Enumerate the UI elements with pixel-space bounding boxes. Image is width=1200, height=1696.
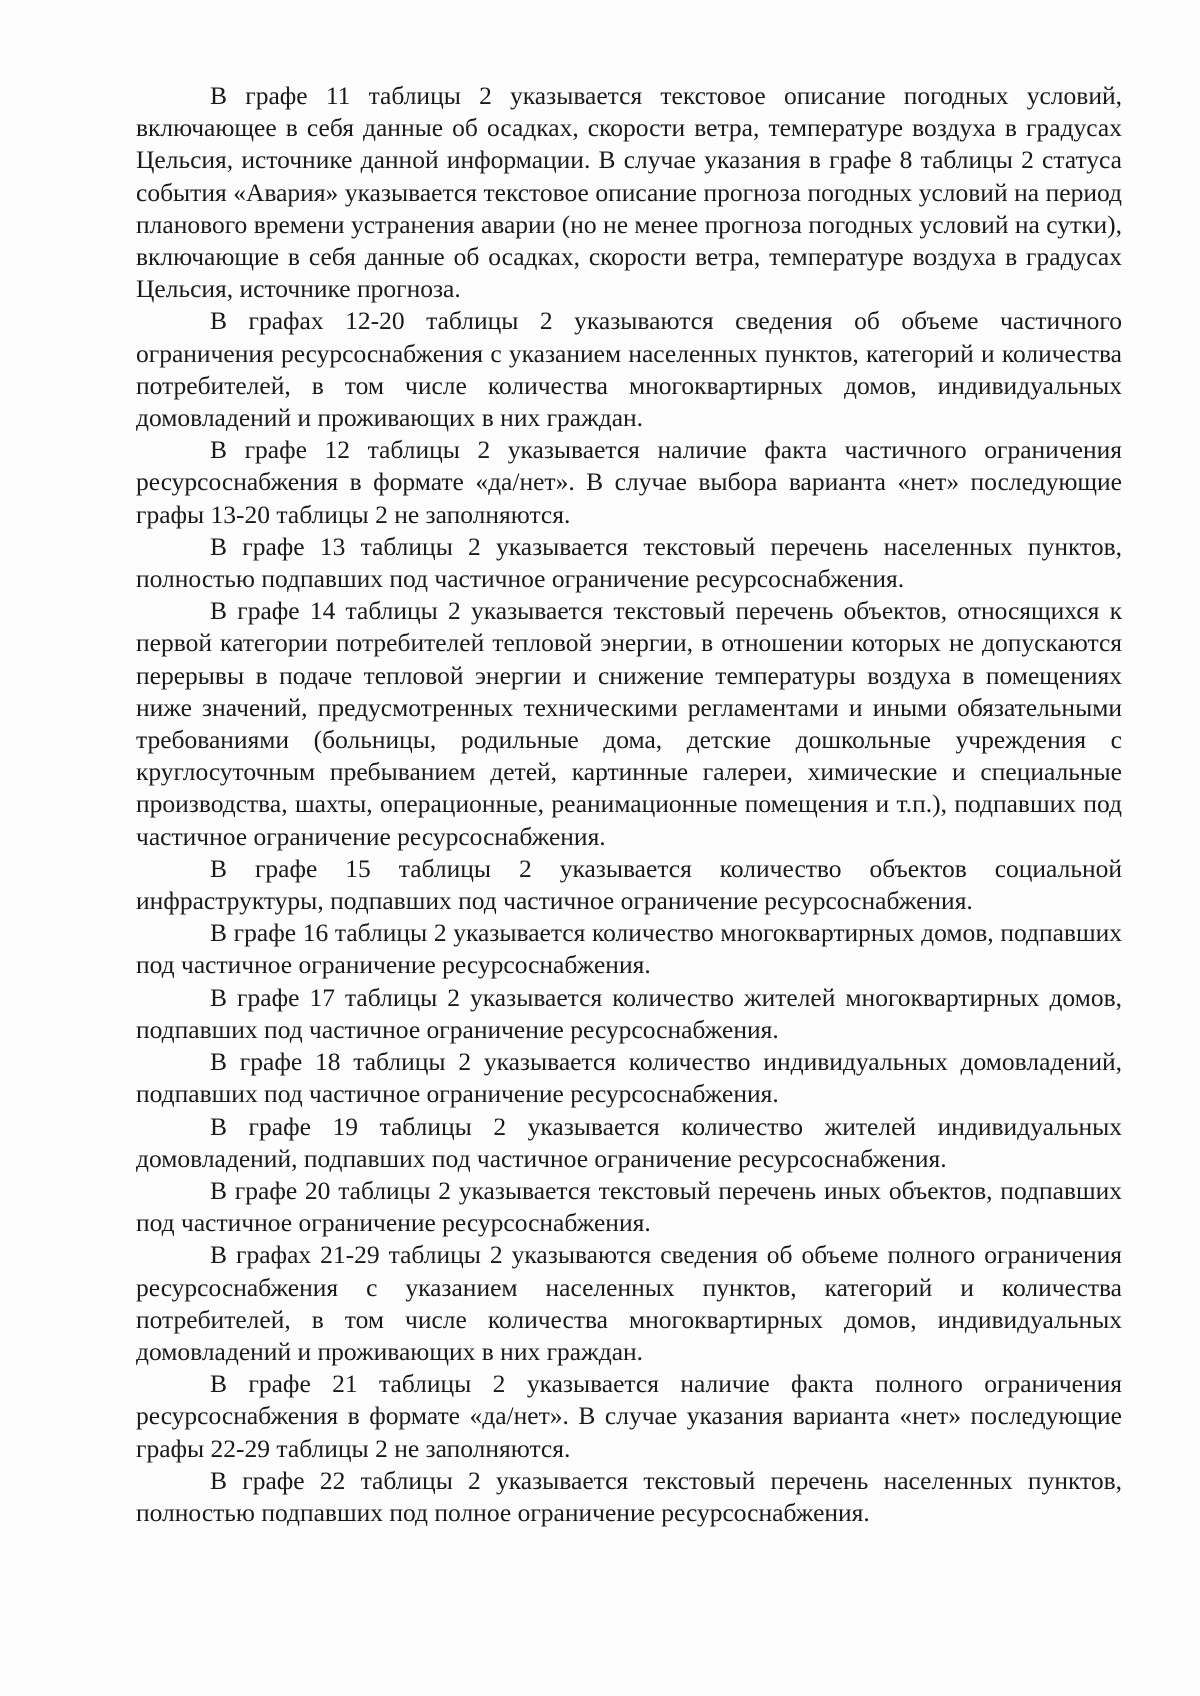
paragraph-graph-19: В графе 19 таблицы 2 указывается количество жителей индивидуальных домовладений, подпавших под частичное ограничение ресурсоснабжения. xyxy=(136,1111,1122,1173)
paragraph-graphs-12-20: В графах 12-20 таблицы 2 указываются сведения об объеме частичного ограничения ресурсоснабжения с указанием населенных пунктов, категорий и количества потребителей, в том числе количества многоквартирных домов, индивидуальных домовладений и проживающих в них граждан. xyxy=(136,306,1122,433)
document-body xyxy=(136,80,1122,1529)
paragraph-graph-11: В графе 11 таблицы 2 указывается текстовое описание погодных условий, включающее в себя данные об осадках, скорости ветра, температуре воздуха в градусах Цельсия, источнике данной информации. В случае указания в графе 8 таблицы 2 статуса события «Авария» указывается текстовое описание прогноза погодных условий на период планового времени устранения аварии (но не менее прогноза погодных условий на сутки), включающие в себя данные об осадках, скорости ветра, температуре воздуха в градусах Цельсия, источнике прогноза. xyxy=(136,81,1122,304)
paragraph-graph-16: В графе 16 таблицы 2 указывается количество многоквартирных домов, подпавших под частичное ограничение ресурсоснабжения. xyxy=(136,918,1122,980)
paragraph-graph-12: В графе 12 таблицы 2 указывается наличие факта частичного ограничения ресурсоснабжения в формате «да/нет». В случае выбора варианта «нет» последующие графы 13-20 таблицы 2 не заполняются. xyxy=(136,435,1122,529)
paragraph-graph-18: В графе 18 таблицы 2 указывается количество индивидуальных домовладений, подпавших под частичное ограничение ресурсоснабжения. xyxy=(136,1047,1122,1109)
paragraph-graph-15: В графе 15 таблицы 2 указывается количество объектов социальной инфраструктуры, подпавших под частичное ограничение ресурсоснабжения. xyxy=(136,853,1122,916)
paragraph-graph-13: В графе 13 таблицы 2 указывается текстовый перечень населенных пунктов, полностью подпавших под частичное ограничение ресурсоснабжения. xyxy=(136,531,1122,594)
paragraph-graph-21: В графе 21 таблицы 2 указывается наличие факта полного ограничения ресурсоснабжения в формате «да/нет». В случае указания варианта «нет» последующие графы 22-29 таблицы 2 не заполняются. xyxy=(136,1369,1122,1463)
paragraph-graph-14: В графе 14 таблицы 2 указывается текстовый перечень объектов, относящихся к первой категории потребителей тепловой энергии, в отношении которых не допускаются перерывы в подаче тепловой энергии и снижение температуры воздуха в помещениях ниже значений, предусмотренных техническими регламентами и иными обязательными требованиями (больницы, родильные дома, детские дошкольные учреждения с круглосуточным пребыванием детей, картинные галереи, химические и специальные производства, шахты, операционные, реанимационные помещения и т.п.), подпавших под частичное ограничение ресурсоснабжения. xyxy=(136,596,1122,851)
paragraph-graph-17: В графе 17 таблицы 2 указывается количество жителей многоквартирных домов, подпавших под частичное ограничение ресурсоснабжения. xyxy=(136,982,1122,1044)
paragraph-graph-22: В графе 22 таблицы 2 указывается текстовый перечень населенных пунктов, полностью подпавших под полное ограничение ресурсоснабжения. xyxy=(136,1465,1122,1527)
paragraph-graphs-21-29: В графах 21-29 таблицы 2 указываются сведения об объеме полного ограничения ресурсоснабжения с указанием населенных пунктов, категорий и количества потребителей, в том числе количества многоквартирных домов, индивидуальных домовладений и проживающих в них граждан. xyxy=(136,1240,1122,1366)
paragraph-graph-20: В графе 20 таблицы 2 указывается текстовый перечень иных объектов, подпавших под частичное ограничение ресурсоснабжения. xyxy=(136,1175,1122,1238)
